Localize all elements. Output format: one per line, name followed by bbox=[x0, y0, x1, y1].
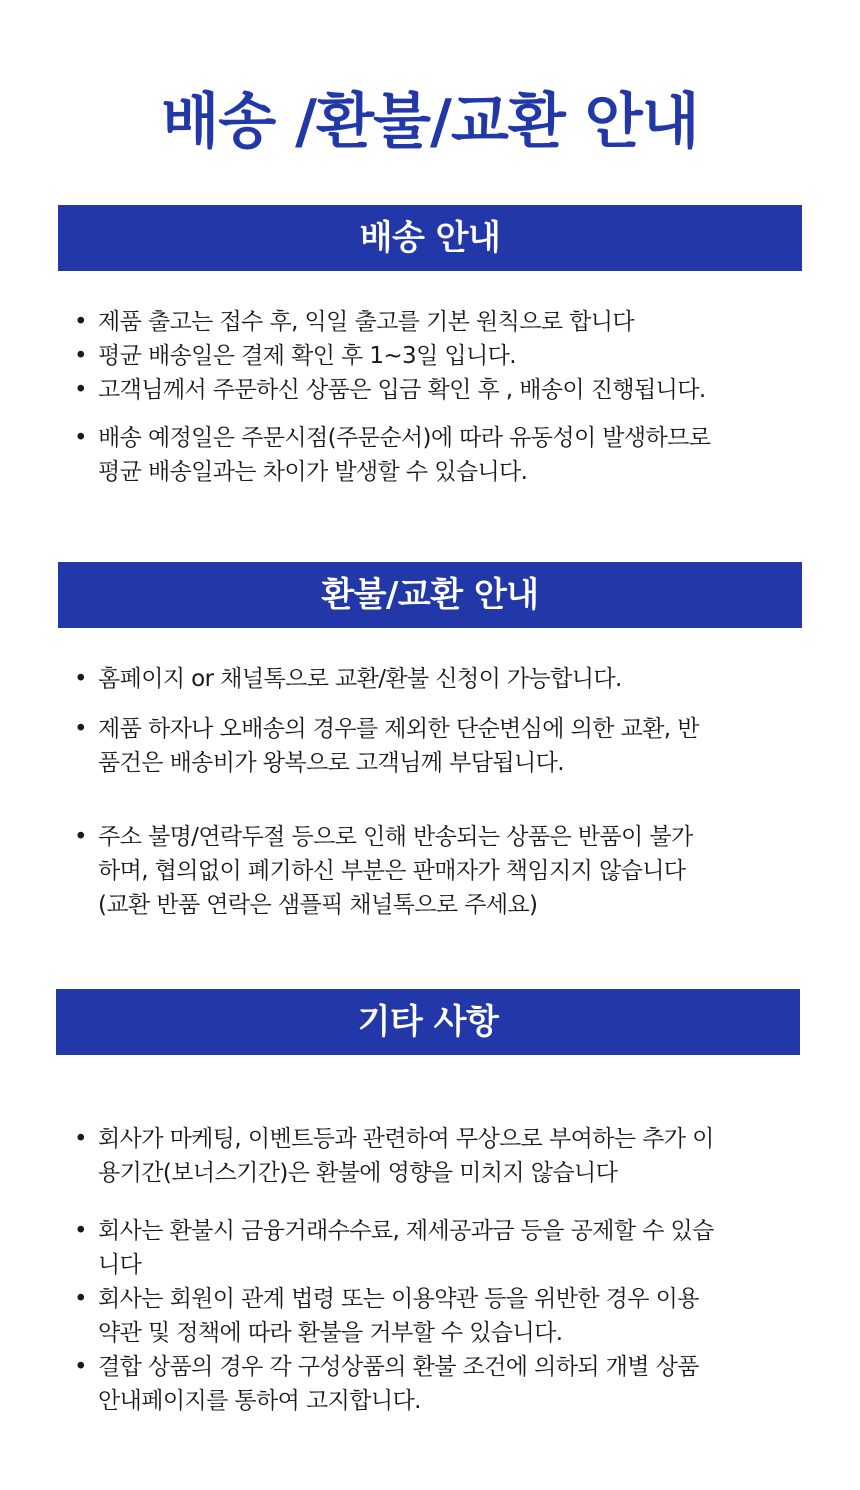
bullet-dot: • bbox=[74, 343, 87, 369]
list-item: • 평균 배송일은 결제 확인 후 1~3일 입니다. bbox=[74, 339, 814, 373]
bullet-dot: • bbox=[74, 1218, 87, 1244]
section-header-refund-exchange: 환불/교환 안내 bbox=[58, 562, 802, 628]
list-item: • 배송 예정일은 주문시점(주문순서)에 따라 유동성이 발생하므로 평균 배송일과는 차이가 발생할 수 있습니다. bbox=[74, 421, 814, 489]
bullet-dot: • bbox=[74, 716, 87, 742]
list-item: • 회사는 환불시 금융거래수수료, 제세공과금 등을 공제할 수 있습 니다 bbox=[74, 1214, 814, 1282]
list-item: • 결합 상품의 경우 각 구성상품의 환불 조건에 의하되 개별 상품 안내페이지를 통하여 고지합니다. bbox=[74, 1350, 814, 1418]
refund-exchange-list bbox=[74, 662, 814, 922]
shipping-info-list bbox=[74, 305, 814, 489]
list-item: • 주소 불명/연락두절 등으로 인해 반송되는 상품은 반품이 불가 하며, 협의없이 폐기하신 부분은 판매자가 책임지지 않습니다 (교환 반품 연락은 샘플픽 채널톡으로 주세요) bbox=[74, 820, 814, 922]
section-header-shipping: 배송 안내 bbox=[58, 205, 802, 271]
bullet-dot: • bbox=[74, 1126, 87, 1152]
list-item: • 고객님께서 주문하신 상품은 입금 확인 후 , 배송이 진행됩니다. bbox=[74, 373, 814, 407]
bullet-dot: • bbox=[74, 425, 87, 451]
section-header-other: 기타 사항 bbox=[56, 989, 800, 1055]
list-item: • 회사는 회원이 관계 법령 또는 이용약관 등을 위반한 경우 이용 약관 및 정책에 따라 환불을 거부할 수 있습니다. bbox=[74, 1282, 814, 1350]
bullet-dot: • bbox=[74, 824, 87, 850]
page-title: 배송 /환불/교환 안내 bbox=[161, 87, 699, 157]
bullet-dot: • bbox=[74, 666, 87, 692]
list-item: • 홈페이지 or 채널톡으로 교환/환불 신청이 가능합니다. bbox=[74, 662, 814, 696]
bullet-dot: • bbox=[74, 1286, 87, 1312]
list-item: • 회사가 마케팅, 이벤트등과 관련하여 무상으로 부여하는 추가 이 용기간(보너스기간)은 환불에 영향을 미치지 않습니다 bbox=[74, 1122, 814, 1190]
other-notes-list bbox=[74, 1122, 814, 1418]
bullet-dot: • bbox=[74, 377, 87, 403]
bullet-dot: • bbox=[74, 309, 87, 335]
bullet-dot: • bbox=[74, 1354, 87, 1380]
list-item: • 제품 출고는 접수 후, 익일 출고를 기본 원칙으로 합니다 bbox=[74, 305, 814, 339]
list-item: • 제품 하자나 오배송의 경우를 제외한 단순변심에 의한 교환, 반 품건은 배송비가 왕복으로 고객님께 부담됩니다. bbox=[74, 712, 814, 780]
